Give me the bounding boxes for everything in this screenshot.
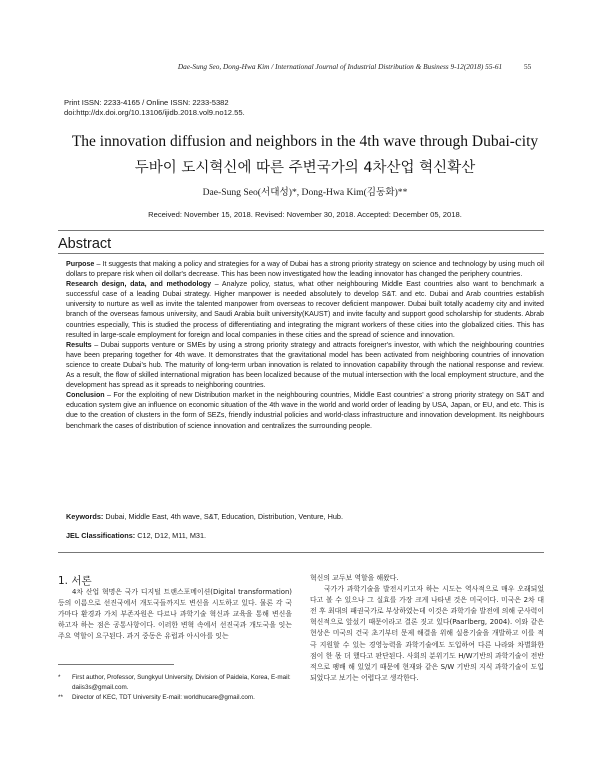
footnote-first-author <box>58 673 292 693</box>
footnote-text: First author, Professor, Sungkyul University, Division of Paideia, Korea, E-mail: daiis3s@gmail.com. <box>72 674 291 692</box>
dates-line: Received: November 15, 2018. Revised: November 30, 2018. Accepted: December 05, 2018. <box>148 210 462 219</box>
authors-line: Dae-Sung Seo(서대성)*, Dong-Hwa Kim(김동화)** <box>202 187 408 198</box>
jel-line <box>66 531 544 540</box>
footnote-mark: * <box>58 674 61 681</box>
abstract-top-rule <box>58 230 544 231</box>
abstract-body <box>66 259 544 431</box>
right-column-first-line: 혁신의 교두보 역할을 해왔다. <box>310 574 399 582</box>
keywords-text: Dubai, Middle East, 4th wave, S&T, Education, Distribution, Venture, Hub. <box>103 512 344 521</box>
footnote-mark: ** <box>58 694 63 702</box>
abstract-purpose <box>66 259 544 279</box>
abstract-heading: Abstract <box>58 236 112 252</box>
conclusion-label: Conclusion <box>66 391 105 400</box>
issn-block <box>64 98 245 118</box>
footnote-text: Director of KEC, TDT University E-mail: worldhucare@gmail.com. <box>72 694 255 702</box>
results-label: Results <box>66 340 92 349</box>
footnote-second-author <box>58 693 292 703</box>
title-english: The innovation diffusion and neighbors in the 4th wave through Dubai-city <box>71 133 539 150</box>
page-number: 55 <box>524 62 532 71</box>
purpose-label: Purpose <box>66 260 95 268</box>
purpose-text: – It suggests that making a policy and strategies for a way of Dubai has a strong priority strategy on science and technology by using much oil dollars to prepare risk when oil dollar's decrease. This has been now investigated how the leading innovator has changed the periphery countries. <box>66 260 544 279</box>
results-text: – Dubai supports venture or SMEs by using a strong priority strategy and attracts foreigner's investor, with which the neighbouring countries have been preparing together for 4th wave. It demonstrates that the gravitational model has been activated from neighboring countries of innovation science to create Dubai's hub. The maturity of long-term urban innovation is related to innovation capability through the national response and review. As a result, the flow of skilled international migration has been localized because of the mutual intersection with the local employment structure, and the development has spread as it spreads to neighboring countries. <box>66 340 544 390</box>
footnotes <box>58 673 292 704</box>
doi-line: doi:http://dx.doi.org/10.13106/ijidb.2018.vol9.no12.55. <box>64 108 245 117</box>
design-text: – Analyze policy, status, what other neighbouring Middle East countries also want to benchmark a successful case of a leading Dubai strategy. Higher manpower is needed absolutely to develop S&T. and etc. Dubai and Arab countries establish university to nurture as well as invite the talented manpower from overseas to recover deficient manpower. Dubai built totally academy city and invited branch of the overseas famous university, and Saudi Arabia built university(KAUST) and invite faculty and support good scholarship for students. Abrab countries especially, This is studied the process of differentiating and integrating the migrant workers of these cities into the globalized cities. This has resulted in large-scale employment for foreign and local companies in these cities and the spread of science and innovation. <box>66 280 544 339</box>
abstract-bottom-rule <box>58 552 544 553</box>
keywords-line <box>66 512 544 521</box>
abstract-heading-rule <box>58 253 544 254</box>
keywords-label: Keywords: <box>66 512 104 521</box>
abstract-results <box>66 340 544 390</box>
right-column-paragraph: 국가가 과학기술을 발전시키고자 하는 시도는 역사적으로 매우 오래되었다고 볼 수 있으나 그 실효를 가장 크게 나타낸 것은 미국이다. 미국은 2차 대전 후 최대의 패권국가로 부상하였는데 이것은 과학기술 발전에 의해 군사력이 혁신적으로 앞섰기 때문이라고 결론 짓고 있다(Paarlberg, 2004). 이와 같은 현상은 미국의 건국 초기부터 문제 해결을 위해 실용기술을 개발하고 이를 적극 지원할 수 있는 경영능력을 과학기술에도 도입하여 다른 나라와 차별화한 점이 한 몫 더 했다고 판단된다. 사회의 분위기도 H/W기반의 과학기술이 전반적으로 팽배 해 있었기 때문에 현재와 같은 S/W 기반의 지식 과학기술이 도입되었다고 보기는 어렵다고 생각한다. <box>310 585 544 682</box>
right-column-text <box>310 573 544 684</box>
abstract-design <box>66 279 544 340</box>
issn-line: Print ISSN: 2233-4165 / Online ISSN: 2233-5382 <box>64 98 229 107</box>
section-title-introduction: 1. 서론 <box>58 575 92 587</box>
left-column-text <box>58 587 292 642</box>
design-label: Research design, data, and methodology <box>66 280 212 289</box>
jel-text: C12, D12, M11, M31. <box>135 531 207 540</box>
footnote-rule <box>58 664 174 665</box>
jel-label: JEL Classifications: <box>66 531 136 540</box>
conclusion-text: – For the exploiting of new Distribution market in the neighbouring countries, Middle East countries' a strong priority strategy on S&T and education system give an influence on economic situation of the 4th wave in the world and world order of leading by USA, Japan, or EU, and etc. This is due to the creation of clusters in the form of SEZs, friendly industrial policies and world-class infrastructure and innovation development. Its neighbours benchmark the cases of distribution of science innovation and centralizes the surrounding people. <box>66 391 544 430</box>
title-korean: 두바이 도시혁신에 따른 주변국가의 4차산업 혁신확산 <box>134 160 476 176</box>
running-header: Dae-Sung Seo, Dong-Hwa Kim / International Journal of Industrial Distribution & Business 9-12(2018) 55-61 <box>177 62 503 71</box>
left-column-paragraph: 4차 산업 혁명은 국가 디지털 트랜스포메이션(Digital transformation) 등의 이름으로 선진국에서 개도국들까지도 변신을 시도하고 있다. 물론 각 국가마다 환경과 가치 부존자원은 다르나 과학기술 혁신과 교육을 통해 변신을 하고자 하는 점은 공통사항이다. 이러한 변혁 속에서 선진국과 개도국을 잇는 주요 역할이 요구된다. 과거 중동은 유럽과 아시아를 잇는 <box>58 588 292 641</box>
abstract-conclusion <box>66 390 544 430</box>
